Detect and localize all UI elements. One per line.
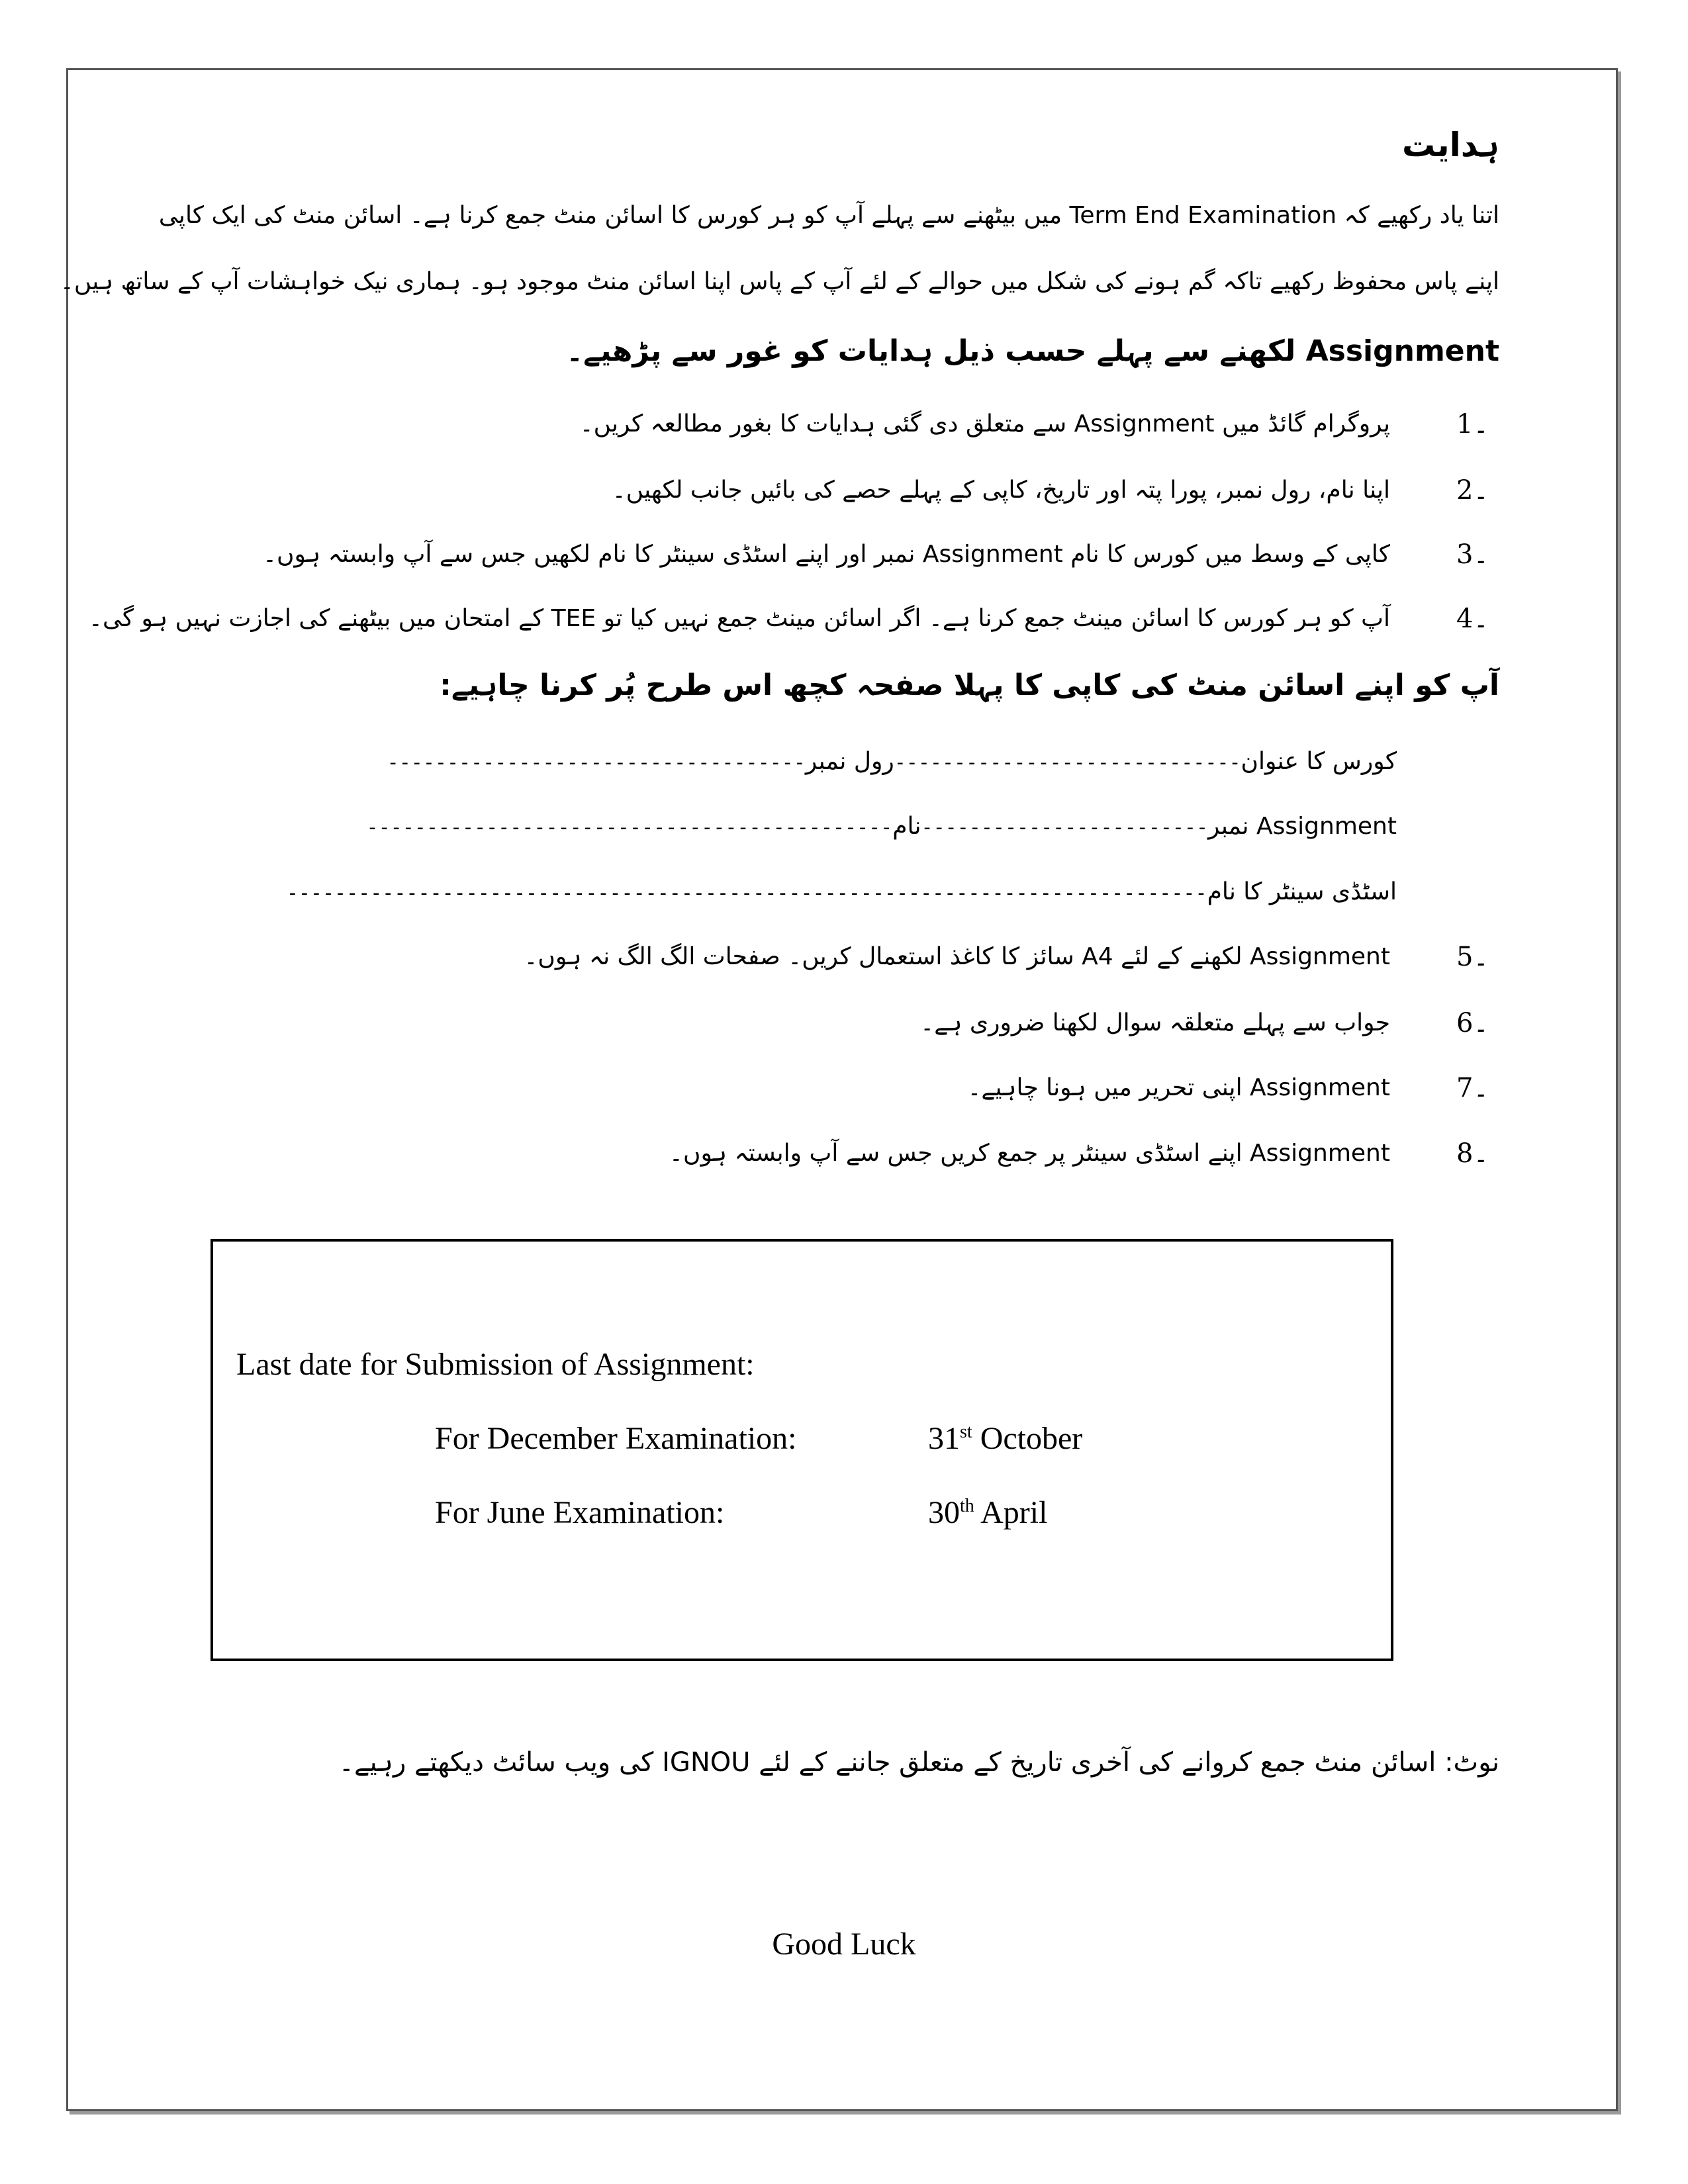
course-title-label: کورس کا عنوان	[1241, 748, 1397, 775]
december-month: October	[972, 1421, 1083, 1456]
item-text: جواب سے پہلے متعلقہ سوال لکھنا ضروری ہے۔	[920, 1009, 1390, 1036]
item-number: 3۔	[1456, 539, 1489, 570]
item-text: کاپی کے وسط میں کورس کا نام Assignment نمبر اور اپنے اسٹڈی سینٹر کا نام لکھیں جس سے آپ وابستہ ہوں۔	[262, 541, 1390, 568]
december-day: 31	[928, 1421, 960, 1456]
study-centre-label: اسٹڈی سینٹر کا نام	[1207, 878, 1397, 905]
roll-number-label: رول نمبر	[805, 748, 894, 775]
june-exam-label: For June Examination:	[435, 1495, 725, 1530]
june-exam-date	[928, 1494, 1047, 1531]
form-heading: آپ کو اپنے اسائن منٹ کی کاپی کا پہلا صفحہ کچھ اس طرح پُر کرنا چاہیے:	[440, 668, 1499, 702]
item-number: 6۔	[1456, 1008, 1489, 1038]
june-month: April	[974, 1495, 1048, 1530]
instructions-heading: Assignment لکھنے سے پہلے حسب ذیل ہدایات کو غور سے پڑھیے۔	[566, 334, 1499, 368]
december-exam-label: For December Examination:	[435, 1421, 797, 1456]
item-text: آپ کو ہر کورس کا اسائن مینٹ جمع کرنا ہے۔ اگر اسائن مینٹ جمع نہیں کیا تو TEE کے امتحان میں بیٹھنے کی اجازت نہیں ہو گی۔	[88, 605, 1390, 632]
submission-title: Last date for Submission of Assignment:	[236, 1347, 755, 1382]
form-line-course: کورس کا عنوان-----------------------------رول نمبر-----------------------------------	[387, 748, 1397, 775]
december-suffix: st	[960, 1422, 972, 1442]
intro-line-2: اپنے پاس محفوظ رکھیے تاکہ گم ہونے کی شکل میں حوالے کے لئے آپ کے پاس اپنا اسائن منٹ موجود ہو۔ ہماری نیک خواہشات آپ کے ساتھ ہیں۔	[60, 268, 1499, 295]
good-luck-text: Good Luck	[772, 1927, 916, 1962]
note-text: نوٹ: اسائن منٹ جمع کروانے کی آخری تاریخ کے متعلق جاننے کے لئے IGNOU کی ویب سائٹ دیکھتے رہیے۔	[338, 1747, 1499, 1778]
page-heading: ہدایت	[1401, 126, 1499, 164]
item-text: Assignment لکھنے کے لئے A4 سائز کا کاغذ استعمال کریں۔ صفحات الگ الگ نہ ہوں۔	[524, 943, 1390, 970]
item-text: اپنا نام، رول نمبر، پورا پتہ اور تاریخ، کاپی کے پہلے حصے کی بائیں جانب لکھیں۔	[612, 477, 1390, 504]
submission-dates-box	[211, 1239, 1393, 1661]
item-number: 7۔	[1456, 1073, 1489, 1103]
form-line-assignment: Assignment نمبر------------------------نام--------------------------------------------	[366, 813, 1397, 840]
item-number: 5۔	[1456, 942, 1489, 972]
item-number: 1۔	[1456, 409, 1489, 439]
june-day: 30	[928, 1495, 960, 1530]
assignment-number-label: Assignment نمبر	[1208, 813, 1397, 840]
name-label: نام	[892, 813, 921, 840]
item-number: 8۔	[1456, 1138, 1489, 1169]
item-text: Assignment اپنے اسٹڈی سینٹر پر جمع کریں جس سے آپ وابستہ ہوں۔	[669, 1140, 1390, 1167]
item-number: 4۔	[1456, 604, 1489, 634]
form-line-study-centre: اسٹڈی سینٹر کا نام-----------------------------------------------------------------------------	[286, 878, 1397, 905]
june-suffix: th	[960, 1496, 974, 1516]
item-text: پروگرام گائڈ میں Assignment سے متعلق دی گئی ہدایات کا بغور مطالعہ کریں۔	[579, 410, 1390, 437]
item-number: 2۔	[1456, 475, 1489, 506]
december-exam-date	[928, 1420, 1082, 1457]
intro-line-1: اتنا یاد رکھیے کہ Term End Examination میں بیٹھنے سے پہلے آپ کو ہر کورس کا اسائن منٹ جمع کرنا ہے۔ اسائن منٹ کی ایک کاپی	[158, 202, 1499, 229]
item-text: Assignment اپنی تحریر میں ہونا چاہیے۔	[967, 1074, 1390, 1101]
